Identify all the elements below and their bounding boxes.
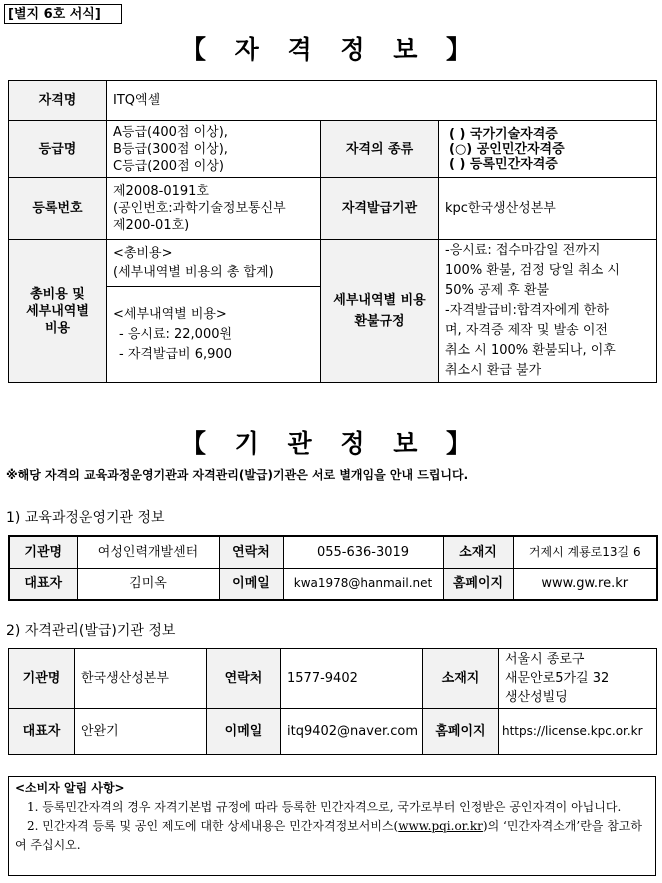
refund-label-line: 환불규정: [354, 314, 405, 329]
edu-email-value: kwa1978@hanmail.net: [283, 568, 443, 600]
refund-line: 취소시 환급 불가: [445, 363, 542, 378]
reg-number-value: [107, 178, 321, 240]
edu-phone-value: 055-636-3019: [283, 536, 443, 568]
consumer-notice-item-2: [15, 817, 649, 855]
cost-label: [9, 240, 107, 383]
mgmt-org-table: [8, 648, 657, 755]
qual-type-certified-private: (○) 공인민간자격증: [449, 141, 565, 157]
mgmt-phone-value: 1577-9402: [281, 649, 423, 709]
cost-label-line: 비용: [44, 320, 71, 336]
qual-type-registered-private: ( ) 등록민간자격증: [449, 156, 558, 172]
reg-line: 제2008-0191호: [113, 184, 209, 199]
mgmt-addr-label: 소재지: [423, 649, 499, 709]
qualification-info-title: 【 자 격 정 보 】: [180, 35, 482, 64]
refund-policy: [439, 240, 657, 383]
grade-item: C등급(200점 이상): [113, 158, 224, 174]
refund-line: 50% 공제 후 환불: [445, 283, 550, 298]
qualification-table: [8, 80, 657, 383]
org-info-title: 【 기 관 정 보 】: [180, 429, 482, 458]
edu-addr-label: 소재지: [443, 536, 513, 568]
reg-line: 제200-01호): [113, 218, 190, 233]
grade-list: [107, 121, 321, 178]
cost-label-line: 세부내역별: [26, 303, 89, 319]
grade-item: B등급(300점 이상),: [113, 141, 228, 157]
consumer-notice-text: )의 ‘민간자격소개’란을 참고하여 주십시오.: [15, 819, 642, 852]
mgmt-phone-label: 연락처: [207, 649, 281, 709]
notice-text: ※해당 자격의 교육과정운영기관과 자격관리(발급)기관은 서로 별개임을 안내 드립니다.: [6, 468, 469, 482]
mgmt-rep-label: 대표자: [9, 709, 75, 755]
mgmt-email-value: itq9402@naver.com: [281, 709, 423, 755]
edu-phone-label: 연락처: [219, 536, 283, 568]
edu-org-table: [8, 535, 658, 601]
qual-type-national: ( ) 국가기술자격증: [449, 126, 558, 142]
grade-label: 등급명: [9, 121, 107, 178]
detail-cost: [107, 287, 321, 383]
qual-type-list: [439, 121, 657, 178]
edu-email-label: 이메일: [219, 568, 283, 600]
edu-rep-value: 김미옥: [77, 568, 219, 600]
edu-org-label: 기관명: [9, 536, 77, 568]
mgmt-rep-value: 안완기: [75, 709, 207, 755]
qual-type-label: 자격의 종류: [321, 121, 439, 178]
mgmt-org-value: 한국생산성본부: [75, 649, 207, 709]
mgmt-org-heading: 2) 자격관리(발급)기관 정보: [6, 623, 176, 639]
pqi-link[interactable]: www.pqi.or.kr: [398, 819, 483, 833]
edu-home-value: www.gw.re.kr: [513, 568, 657, 600]
issuer-value: kpc한국생산성본부: [439, 178, 657, 240]
detail-cost-line: - 응시료: 22,000원: [119, 326, 233, 342]
total-cost-line: <총비용>: [113, 246, 173, 261]
mgmt-email-label: 이메일: [207, 709, 281, 755]
mgmt-addr-line: 서울시 종로구: [505, 652, 585, 667]
refund-line: -자격발급비:합격자에게 한하: [445, 303, 609, 318]
refund-label-line: 세부내역별 비용: [333, 293, 426, 308]
refund-line: -응시료: 접수마감일 전까지: [445, 243, 601, 258]
edu-org-heading: 1) 교육과정운영기관 정보: [6, 510, 165, 526]
refund-line: 100% 환불, 검정 당일 취소 시: [445, 263, 620, 278]
mgmt-home-value: https://license.kpc.or.kr: [499, 709, 657, 755]
edu-addr-value: 거제시 계룡로13길 6: [513, 536, 657, 568]
refund-label: [321, 240, 439, 383]
refund-line: 취소 시 100% 환불되나, 이후: [445, 343, 616, 358]
total-cost-line: (세부내역별 비용의 총 합계): [113, 265, 274, 280]
edu-home-label: 홈페이지: [443, 568, 513, 600]
detail-cost-line: <세부내역별 비용>: [113, 306, 227, 322]
mgmt-addr-value: [499, 649, 657, 709]
reg-number-label: 등록번호: [9, 178, 107, 240]
qual-name-value: ITQ엑셀: [107, 81, 657, 121]
edu-rep-label: 대표자: [9, 568, 77, 600]
mgmt-addr-line: 새문안로5가길 32: [505, 671, 610, 686]
mgmt-org-label: 기관명: [9, 649, 75, 709]
detail-cost-line: - 자격발급비 6,900: [119, 346, 232, 362]
cost-label-line: 총비용 및: [30, 286, 85, 302]
consumer-notice-text: 2. 민간자격 등록 및 공인 제도에 대한 상세내용은 민간자격정보서비스(: [27, 819, 399, 833]
mgmt-addr-line: 생산성빌딩: [505, 690, 568, 705]
mgmt-home-label: 홈페이지: [423, 709, 499, 755]
edu-org-value: 여성인력개발센터: [77, 536, 219, 568]
consumer-notice-box: [8, 776, 656, 876]
grade-item: A등급(400점 이상),: [113, 124, 228, 140]
total-cost: [107, 240, 321, 287]
refund-line: 며, 자격증 제작 및 발송 이전: [445, 323, 608, 338]
consumer-notice-title: <소비자 알림 사항>: [15, 781, 125, 795]
form-number-label: [별지 6호 서식]: [4, 4, 122, 24]
qual-name-label: 자격명: [9, 81, 107, 121]
reg-line: (공인번호:과학기술정보통신부: [113, 201, 286, 216]
issuer-label: 자격발급기관: [321, 178, 439, 240]
consumer-notice-item-1: 1. 등록민간자격의 경우 자격기본법 규정에 따라 등록한 민간자격으로, 국가로부터 인정받은 공인자격이 아닙니다.: [27, 800, 622, 814]
